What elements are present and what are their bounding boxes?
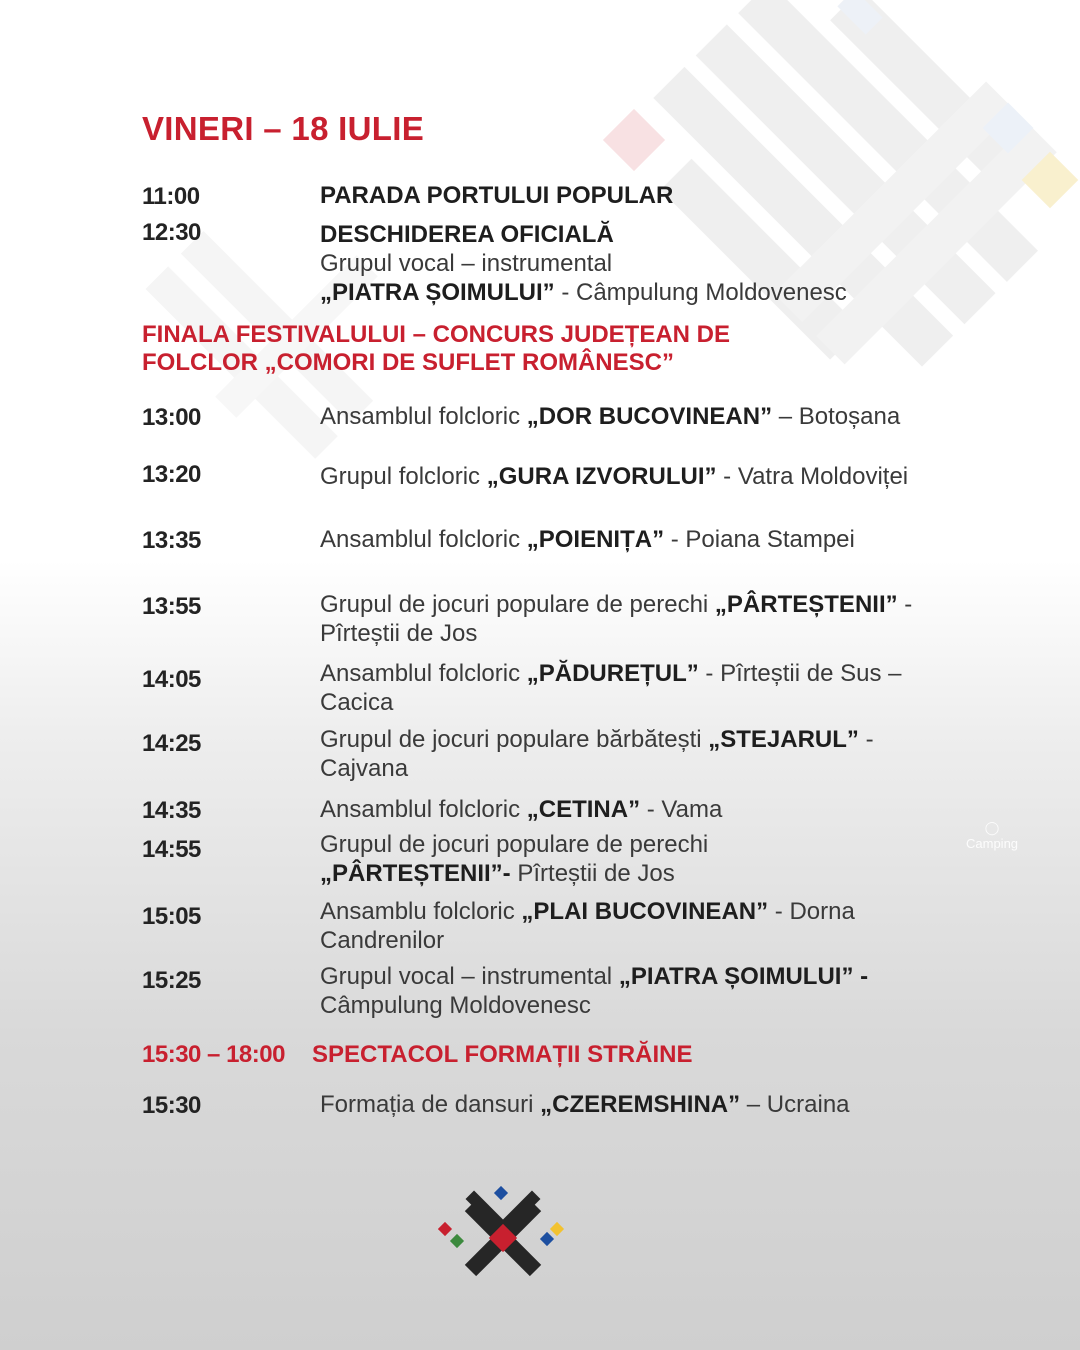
event-description	[320, 795, 980, 824]
day-title: VINERI – 18 IULIE	[142, 110, 425, 147]
group-location: Candrenilor	[320, 927, 445, 954]
time-label: 13:55	[142, 593, 201, 620]
event-type: Ansamblul folcloric	[320, 403, 527, 430]
event-type: Ansamblul folcloric	[320, 660, 527, 687]
group-name: „CZEREMSHINA”	[540, 1091, 741, 1118]
event-type: Grupul vocal – instrumental	[320, 963, 619, 990]
event-description	[320, 1090, 980, 1119]
camping-sign: ◯ Camping	[966, 820, 1019, 851]
event-title: DESCHIDEREA OFICIALĂ	[320, 221, 614, 248]
group-location: - Dorna	[768, 898, 855, 925]
time-label: 13:00	[142, 404, 201, 431]
event-description	[320, 962, 980, 1020]
time-label: 14:35	[142, 797, 201, 824]
event-type: Ansamblu folcloric	[320, 898, 522, 925]
time-label: 13:35	[142, 527, 201, 554]
time-label: 14:25	[142, 730, 201, 757]
event-type: Ansamblul folcloric	[320, 796, 527, 823]
group-location: - Vama	[640, 796, 723, 823]
group-location: Câmpulung Moldovenesc	[320, 992, 591, 1019]
event-description	[320, 830, 980, 888]
group-name: „DOR BUCOVINEAN”	[526, 403, 773, 430]
group-location: - Vatra Moldoviței	[716, 463, 909, 490]
section-time-range: 15:30 – 18:00	[142, 1041, 285, 1068]
event-description	[320, 402, 980, 431]
group-name: „STEJARUL”	[708, 726, 859, 753]
group-name: „PÂRTEȘTENII”	[714, 591, 898, 618]
group-name: „PÂRTEȘTENII”-	[320, 860, 511, 887]
group-name: „PLAI BUCOVINEAN”	[521, 898, 769, 925]
time-label: 15:30	[142, 1092, 201, 1119]
group-location: - Pîrteștii de Sus –	[698, 660, 902, 687]
group-location: - Câmpulung Moldovenesc	[554, 279, 847, 306]
group-location: – Ucraina	[740, 1091, 850, 1118]
heading-line: FINALA FESTIVALULUI – CONCURS JUDEȚEAN DE	[142, 321, 731, 348]
group-location: Cajvana	[320, 755, 409, 782]
group-name: „GURA IZVORULUI”	[486, 463, 717, 490]
group-location: Pîrteștii de Jos	[320, 620, 478, 647]
event-type: Grupul folcloric	[320, 463, 487, 490]
event-type: Formația de dansuri	[320, 1091, 541, 1118]
event-description	[320, 462, 980, 491]
event-description	[320, 181, 980, 210]
group-location: -	[858, 726, 874, 753]
event-description	[320, 525, 980, 554]
time-label: 12:30	[142, 219, 201, 246]
time-label: 13:20	[142, 461, 201, 488]
event-description	[320, 220, 980, 307]
event-description	[320, 725, 980, 783]
time-label: 11:00	[142, 183, 200, 210]
time-label: 14:55	[142, 836, 201, 863]
group-location: Pîrteștii de Jos	[510, 860, 675, 887]
event-type: Grupul de jocuri populare de perechi	[320, 831, 709, 858]
event-type: Grupul de jocuri populare bărbătești	[320, 726, 709, 753]
group-name: „PIATRA ȘOIMULUI” -	[618, 963, 869, 990]
event-description	[320, 590, 980, 648]
event-type: Ansamblul folcloric	[320, 526, 527, 553]
group-location: - Poiana Stampei	[664, 526, 855, 553]
event-description	[320, 659, 980, 717]
heading-line: FOLCLOR „COMORI DE SUFLET ROMÂNESC”	[142, 349, 674, 376]
festival-logo	[438, 1186, 568, 1296]
group-name: „PIATRA ȘOIMULUI”	[320, 279, 555, 306]
group-name: „PĂDUREȚUL”	[526, 660, 699, 687]
time-label: 14:05	[142, 666, 201, 693]
event-title: PARADA PORTULUI POPULAR	[320, 182, 674, 209]
group-location: Cacica	[320, 689, 394, 716]
section-heading-foreign: SPECTACOL FORMAȚII STRĂINE	[312, 1041, 693, 1068]
group-location: -	[897, 591, 913, 618]
group-name: „POIENIȚA”	[526, 526, 665, 553]
time-label: 15:25	[142, 967, 201, 994]
event-description	[320, 897, 980, 955]
group-name: „CETINA”	[526, 796, 641, 823]
time-label: 15:05	[142, 903, 201, 930]
group-location: – Botoșana	[772, 403, 901, 430]
camping-icon: ◯	[984, 820, 1000, 835]
section-heading-finala	[142, 321, 730, 377]
event-type: Grupul de jocuri populare de perechi	[320, 591, 715, 618]
event-subtitle: Grupul vocal – instrumental	[320, 250, 613, 277]
